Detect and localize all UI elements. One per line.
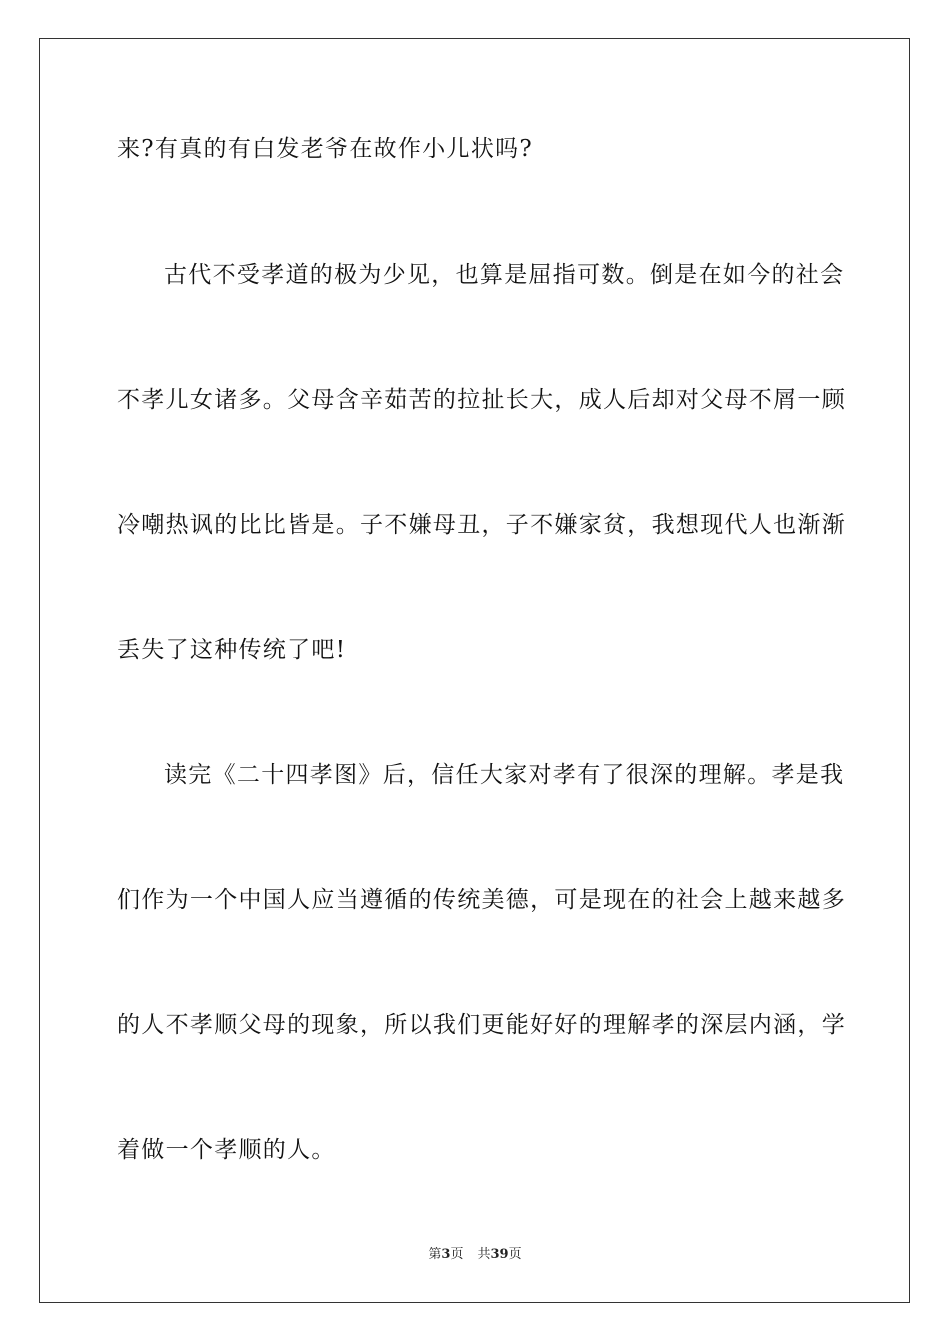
page-suffix: 页 bbox=[450, 1247, 464, 1262]
text-line-6: 读完《二十四孝图》后，信任大家对孝有了很深的理解。孝是我 bbox=[164, 762, 845, 788]
total-pages: 39 bbox=[490, 1247, 509, 1262]
total-suffix: 页 bbox=[508, 1247, 522, 1262]
text-line-5: 丢失了这种传统了吧! bbox=[117, 637, 347, 663]
text-line-9: 着做一个孝顺的人。 bbox=[117, 1137, 336, 1163]
text-line-1: 来?有真的有白发老爷在故作小儿状吗? bbox=[117, 136, 534, 162]
text-line-2: 古代不受孝道的极为少见，也算是屈指可数。倒是在如今的社会 bbox=[164, 262, 845, 288]
text-line-7: 们作为一个中国人应当遵循的传统美德，可是现在的社会上越来越多 bbox=[117, 887, 846, 913]
page-border bbox=[39, 38, 910, 1303]
text-line-4: 冷嘲热讽的比比皆是。子不嫌母丑，子不嫌家贫，我想现代人也渐渐 bbox=[117, 512, 846, 538]
page-footer bbox=[0, 1246, 950, 1264]
text-line-8: 的人不孝顺父母的现象，所以我们更能好好的理解孝的深层内涵，学 bbox=[117, 1012, 846, 1038]
text-line-3: 不孝儿女诸多。父母含辛茹苦的拉扯长大，成人后却对父母不屑一顾 bbox=[117, 387, 846, 413]
total-prefix: 共 bbox=[477, 1247, 491, 1262]
page-number: 3 bbox=[441, 1247, 451, 1262]
page-prefix: 第 bbox=[428, 1247, 442, 1262]
